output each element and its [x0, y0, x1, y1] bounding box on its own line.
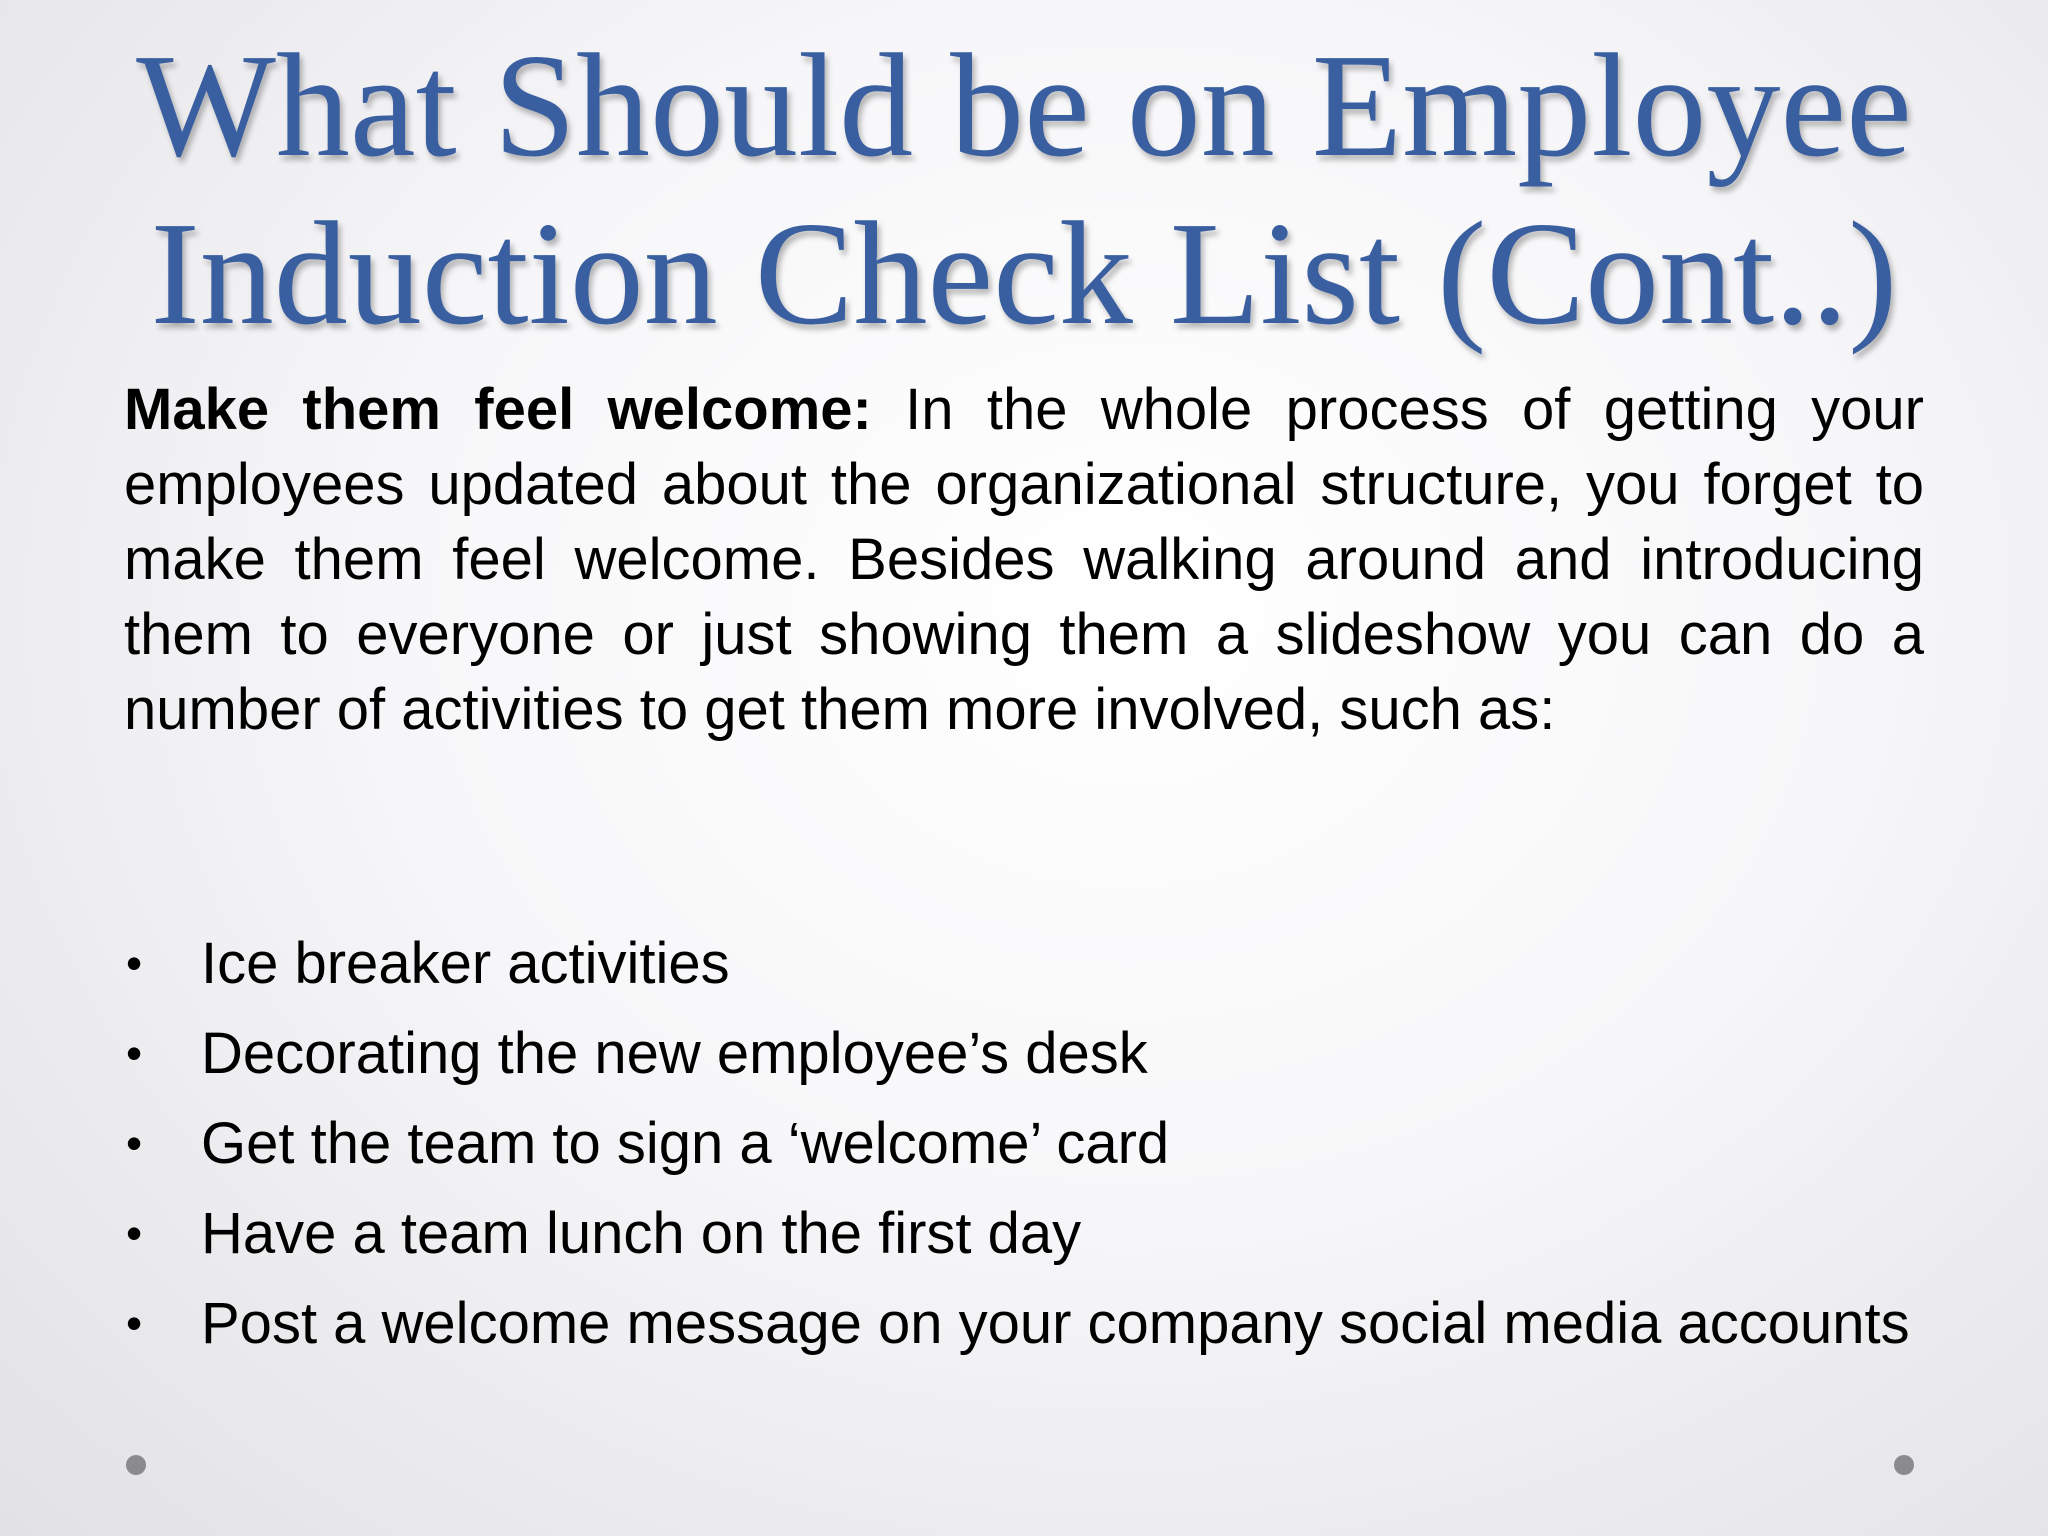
list-item	[124, 1016, 1924, 1091]
list-item-text: Ice breaker activities	[201, 931, 730, 996]
bullet-icon: •	[126, 1117, 143, 1169]
intro-text: In the whole process of getting your employees updated about the organizational structure, you forget to make them feel welcome. Besides walking around and introducing them to everyone or just showing them a slideshow you can do a number of activities to get them more involved, such as:	[124, 377, 1924, 742]
list-item-text: Have a team lunch on the first day	[201, 1201, 1082, 1266]
slide-title-line-2: Induction Check List (Cont..)	[150, 192, 1898, 356]
list-item	[124, 1286, 1924, 1361]
intro-bold-lead: Make them feel welcome:	[124, 377, 872, 442]
list-item	[124, 1106, 1924, 1181]
corner-dot-icon-left	[126, 1455, 146, 1475]
intro-paragraph	[124, 372, 1924, 747]
list-item-text: Post a welcome message on your company social media accounts	[201, 1291, 1910, 1356]
activity-list	[124, 926, 1924, 1376]
list-item-text: Decorating the new employee’s desk	[201, 1021, 1148, 1086]
bullet-icon: •	[126, 1027, 143, 1079]
list-item	[124, 1196, 1924, 1271]
list-item	[124, 926, 1924, 1001]
slide-title	[100, 22, 1948, 358]
bullet-icon: •	[126, 937, 143, 989]
slide-title-line-1: What Should be on Employee	[136, 24, 1912, 188]
bullet-icon: •	[126, 1297, 143, 1349]
bullet-icon: •	[126, 1207, 143, 1259]
list-item-text: Get the team to sign a ‘welcome’ card	[201, 1111, 1170, 1176]
corner-dot-icon-right	[1894, 1455, 1914, 1475]
